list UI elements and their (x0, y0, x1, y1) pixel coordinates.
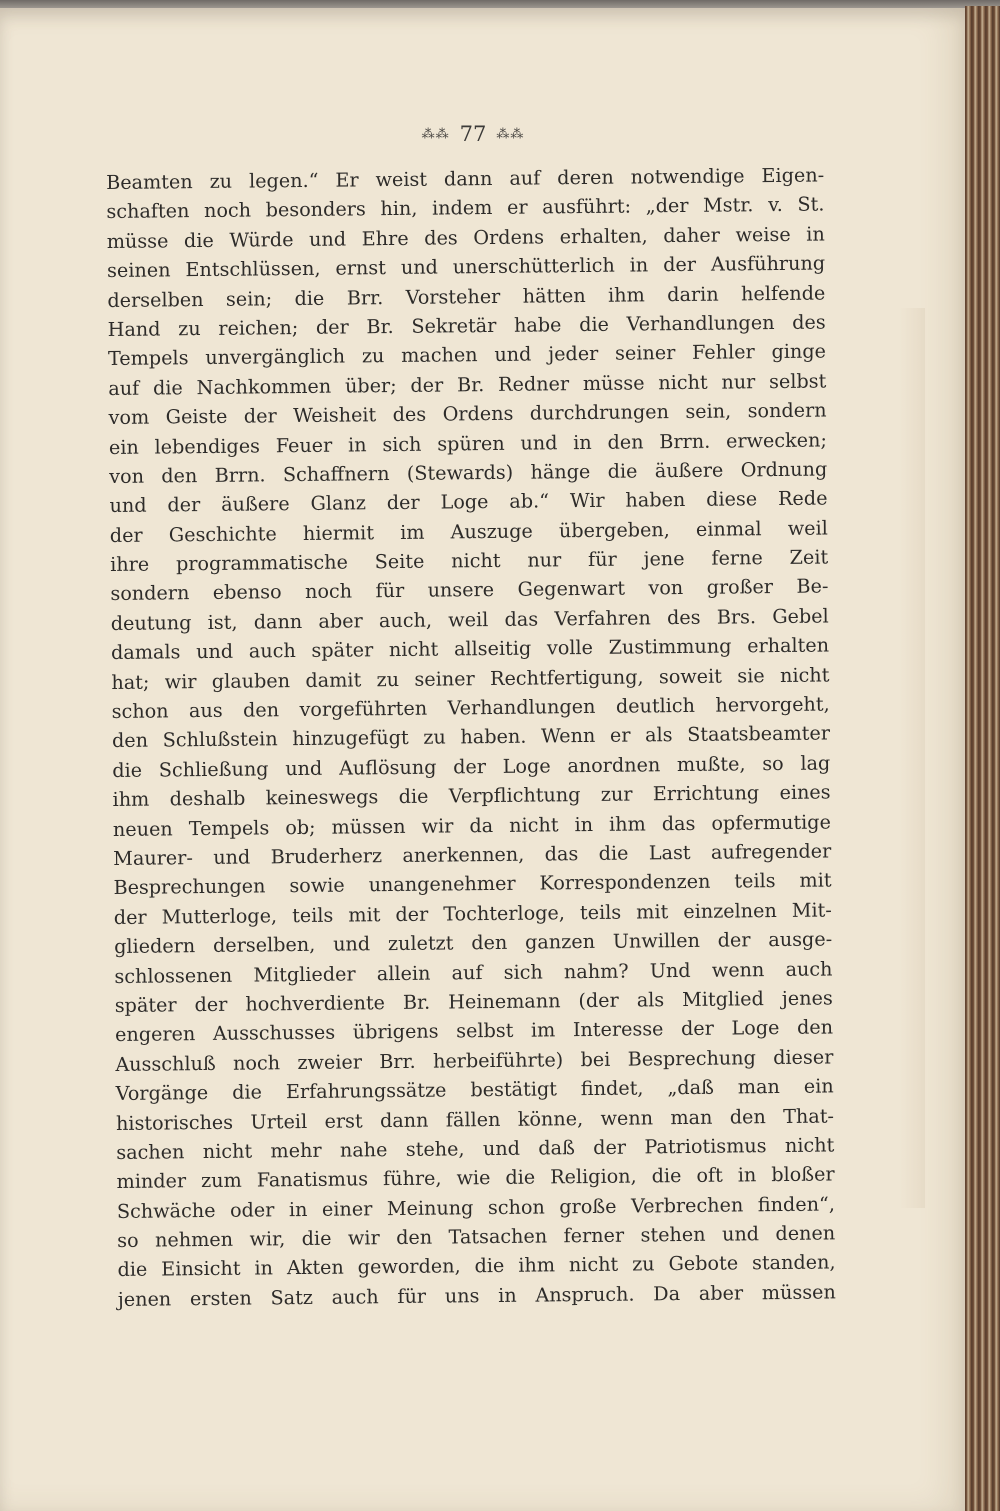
text-line: gliedern derselben, und zuletzt den ganzen Unwillen der ausge- (114, 927, 833, 959)
text-line: die Schließung und Auflösung der Loge anordnen mußte, so lag (112, 751, 831, 782)
ornament-left: ⁂⁂ (421, 126, 450, 142)
body-text (106, 160, 838, 1314)
text-line: Vorgänge die Erfahrungssätze bestätigt findet, „daß man ein (115, 1074, 834, 1106)
text-line: so nehmen wir, die wir den Tatsachen ferner stehen und denen (117, 1221, 836, 1253)
text-line: damals und auch später nicht allseitig volle Zustimmung erhalten (110, 633, 830, 665)
text-line: der Geschichte hiermit im Auszuge übergeben, einmal weil (109, 516, 828, 547)
text-line: den Schlußstein hinzugefügt zu haben. Wenn er als Staatsbeamter (111, 721, 831, 753)
text-line: sachen nicht mehr nahe stehe, und daß der Patriotismus nicht (116, 1133, 835, 1164)
text-line: Tempels unvergänglich zu machen und jeder seiner Fehler ginge (107, 339, 827, 371)
book-fore-edge (965, 6, 1000, 1511)
text-line: und der äußere Glanz der Loge ab.“ Wir haben diese Rede (109, 486, 828, 518)
text-line: seinen Entschlüssen, ernst und unerschütterlich in der Ausführung (106, 251, 826, 283)
text-line: von den Brrn. Schaffnern (Stewards) hänge die äußere Ordnung (109, 457, 828, 488)
text-line: neuen Tempels ob; müssen wir da nicht in ihm das opfermutige (112, 810, 832, 841)
text-line: die Einsicht in Akten geworden, die ihm nicht zu Gebote standen, (117, 1250, 836, 1282)
text-line: müsse die Würde und Ehre des Ordens erhalten, daher weise in (106, 222, 825, 253)
page-number: 77 (459, 122, 487, 146)
text-line: später der hochverdiente Br. Heinemann (der als Mitglied jenes (114, 986, 833, 1017)
text-line: schon aus den vorgeführten Verhandlungen deutlich hervorgeht, (111, 692, 830, 724)
text-line: Schwäche oder in einer Meinung schon große Verbrechen finden“, (116, 1192, 836, 1223)
text-line: Besprechungen sowie unangenehmer Korrespondenzen teils mit (113, 868, 832, 900)
page-header (398, 118, 548, 150)
text-line: derselben sein; die Brr. Vorsteher hätten ihm darin helfende (107, 281, 826, 312)
text-line: historisches Urteil erst dann fällen könne, wenn man den That- (115, 1103, 835, 1135)
paper-shading (899, 308, 925, 1208)
text-line: schlossenen Mitglieder allein auf sich nahm? Und wenn auch (114, 956, 833, 988)
text-line: Hand zu reichen; der Br. Sekretär habe die Verhandlungen des (107, 310, 826, 341)
text-line: der Mutterloge, teils mit der Tochterloge, teils mit einzelnen Mit- (113, 898, 832, 929)
text-line: Beamten zu legen.“ Er weist dann auf deren notwendige Eigen- (106, 163, 825, 194)
text-line: vom Geiste der Weisheit des Ordens durchdrungen sein, sondern (108, 398, 827, 430)
text-line: ihm deshalb keineswegs die Verpflichtung zur Errichtung eines (112, 780, 831, 812)
text-line: hat; wir glauben damit zu seiner Rechtfertigung, soweit sie nicht (111, 663, 830, 694)
text-line: Maurer- und Bruderherz anerkennen, das die Last aufregender (113, 839, 832, 870)
text-line: minder zum Fanatismus führe, wie die Religion, die oft in bloßer (116, 1162, 835, 1194)
text-line: engeren Ausschusses übrigens selbst im Interesse der Loge den (114, 1015, 834, 1047)
text-line: schaften noch besonders hin, indem er ausführt: „der Mstr. v. St. (106, 192, 825, 224)
text-line: ihre programmatische Seite nicht nur für jene ferne Zeit (110, 545, 829, 577)
text-line: Ausschluß noch zweier Brr. herbeiführte) bei Besprechung dieser (115, 1045, 834, 1076)
text-line: deutung ist, dann aber auch, weil das Verfahren des Brs. Gebel (110, 604, 829, 635)
text-line: jenen ersten Satz auch für uns in Anspruch. Da aber müssen (117, 1280, 836, 1311)
text-line: auf die Nachkommen über; der Br. Redner müsse nicht nur selbst (108, 369, 827, 400)
text-line: ein lebendiges Feuer in sich spüren und in den Brrn. erwecken; (108, 427, 828, 459)
text-line: sondern ebenso noch für unsere Gegenwart von großer Be- (110, 574, 829, 606)
ornament-right: ⁂⁂ (496, 126, 525, 142)
